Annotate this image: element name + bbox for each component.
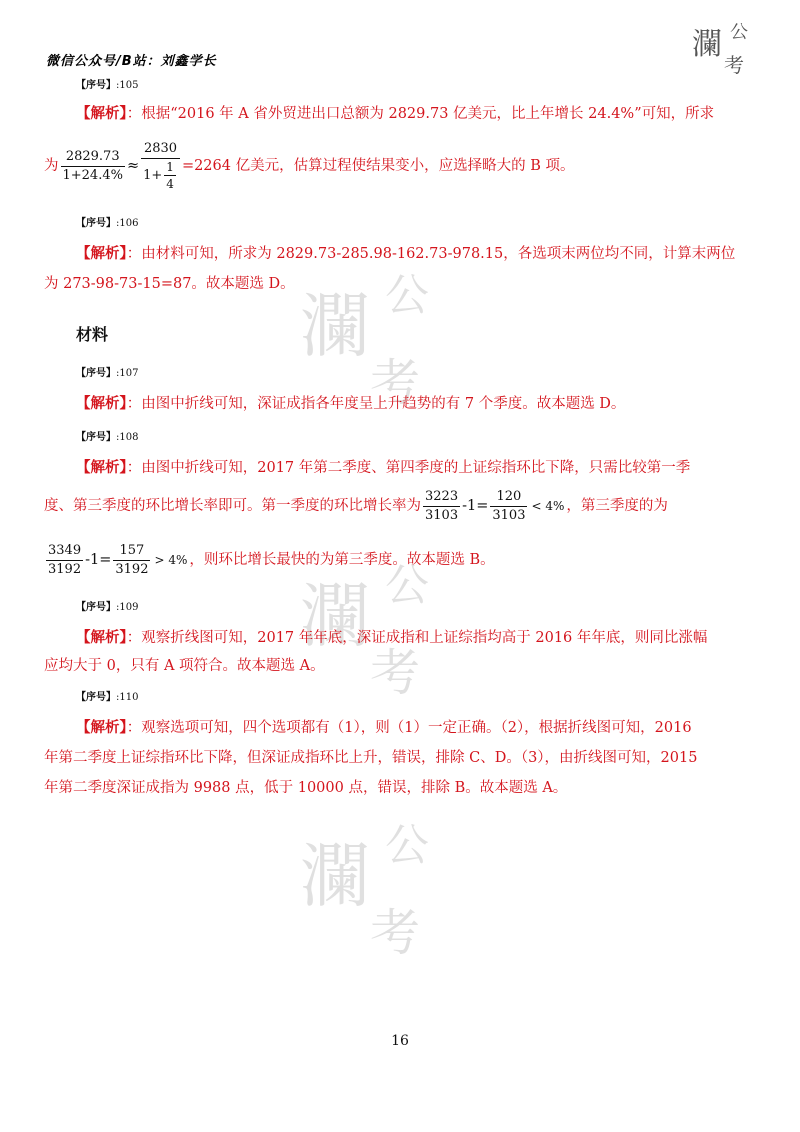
page-header: 微信公众号/B站：刘鑫学长: [46, 54, 217, 69]
q110-analysis-line1: [76, 718, 760, 738]
analysis-tag: 【解析】: [76, 719, 127, 736]
q110-analysis-line2: 年第二季度上证综指环比下降，但深证成指环比上升，错误，排除 C、D。（3），由折线图可知，2015: [44, 750, 698, 766]
q105-serial: [76, 76, 792, 96]
watermark-2-char-1: 瀾: [300, 575, 370, 657]
watermark-2-char-3: 考: [370, 644, 420, 700]
brand-logo: [690, 8, 770, 78]
fraction-q1-growth-denominator: 3103: [492, 507, 526, 523]
serial-number: :105: [116, 80, 139, 91]
nested-fraction-denominator: 4: [166, 177, 174, 191]
fraction-2-denominator: [141, 158, 180, 191]
watermark-3-char-3: 考: [370, 904, 420, 960]
analysis-tag: 【解析】: [76, 245, 127, 262]
serial-number: :110: [116, 692, 139, 703]
analysis-tag: 【解析】: [76, 105, 127, 122]
approx-symbol: ≈: [126, 158, 140, 174]
logo-char-1: 瀾: [692, 27, 722, 62]
fraction-q1-ratio-denominator: 3103: [425, 507, 459, 523]
watermark-3-char-1: 瀾: [300, 835, 370, 917]
watermark-2-char-2: 公: [385, 560, 429, 611]
q108-line3-suffix: ，则环比增长最快的为第三季度。故本题选 B。: [189, 552, 495, 568]
serial-number: :107: [116, 368, 139, 379]
minus-one-equals: -1=: [462, 498, 489, 514]
serial-tag: 【序号】: [76, 368, 116, 379]
fraction-q3-growth-denominator: 3192: [115, 561, 149, 577]
logo-char-2: 公: [730, 22, 748, 43]
q106-serial: [76, 214, 792, 234]
page-number: 16: [391, 1033, 409, 1049]
q106-analysis-line1: [76, 244, 760, 264]
analysis-tag: 【解析】: [76, 395, 127, 412]
fraction-2-denominator-prefix: 1+: [143, 167, 163, 183]
fraction-q3-growth-numerator: 157: [119, 542, 145, 558]
q110-analysis-line3: 年第二季度深证成指为 9988 点，低于 10000 点，错误，排除 B。故本题选 A。: [44, 780, 568, 796]
minus-one-equals: -1=: [85, 552, 112, 568]
fraction-q3-growth: [113, 543, 150, 578]
fraction-q1-growth: [490, 489, 527, 524]
greater-than-4pct: > 4%: [154, 553, 188, 567]
q107-text1: ：由图中折线可知，深证成指各年度呈上升趋势的有 7 个季度。故本题选 D。: [126, 396, 626, 412]
nested-fraction: [164, 160, 176, 191]
q109-serial: [76, 598, 792, 618]
q109-analysis-line1: [76, 628, 760, 648]
q108-serial: [76, 428, 792, 448]
q107-serial: [76, 364, 792, 384]
q107-analysis-line1: [76, 394, 760, 414]
serial-number: :108: [116, 432, 139, 443]
watermark-1-char-1: 瀾: [300, 285, 370, 367]
less-than-4pct: < 4%: [531, 499, 565, 513]
fraction-2: [141, 141, 180, 191]
q105-suffix: =2264 亿美元，估算过程使结果变小，应选择略大的 B 项。: [181, 158, 575, 174]
q106-analysis-line2: 为 273-98-73-15=87。故本题选 D。: [44, 276, 295, 292]
q106-text1: ：由材料可知，所求为 2829.73-285.98-162.73-978.15，各选项末两位均不同，计算末两位: [126, 246, 736, 262]
serial-tag: 【序号】: [76, 692, 116, 703]
watermark-1-char-3: 考: [370, 354, 420, 410]
serial-number: :106: [116, 218, 139, 229]
fraction-q1-growth-numerator: 120: [496, 488, 522, 504]
fraction-q3-ratio-denominator: 3192: [48, 561, 82, 577]
nested-fraction-numerator: 1: [166, 160, 174, 174]
analysis-tag: 【解析】: [76, 459, 127, 476]
q109-analysis-line2: 应均大于 0，只有 A 项符合。故本题选 A。: [44, 658, 325, 674]
serial-tag: 【序号】: [76, 602, 116, 613]
q108-analysis-line2: [44, 484, 760, 528]
fraction-2-numerator: 2830: [143, 141, 178, 156]
q109-text1: ：观察折线图可知，2017 年年底，深证成指和上证综指均高于 2016 年年底，则同比涨幅: [126, 630, 708, 646]
serial-tag: 【序号】: [76, 80, 116, 91]
q108-analysis-line3: [44, 538, 760, 582]
watermark-3-char-2: 公: [385, 820, 429, 871]
fraction-q3-ratio-numerator: 3349: [48, 542, 82, 558]
serial-tag: 【序号】: [76, 218, 116, 229]
q108-text1: ：由图中折线可知，2017 年第二季度、第四季度的上证综指环比下降，只需比较第一季: [126, 460, 691, 476]
watermark-3: [290, 790, 460, 960]
q110-serial: [76, 688, 792, 708]
analysis-tag: 【解析】: [76, 629, 127, 646]
serial-number: :109: [116, 602, 139, 613]
logo-char-3: 考: [724, 53, 744, 77]
q110-text1: ：观察选项可知，四个选项都有（1），则（1）一定正确。（2），根据折线图可知，2016: [126, 720, 692, 736]
q108-line2-suffix: ，第三季度的为: [566, 498, 668, 514]
q105-prefix: 为: [44, 158, 59, 174]
fraction-1-denominator: 1+24.4%: [62, 167, 123, 183]
fraction-q1-ratio: [423, 489, 460, 524]
serial-tag: 【序号】: [76, 432, 116, 443]
q108-analysis-line1: [76, 458, 760, 478]
fraction-q1-ratio-numerator: 3223: [425, 488, 459, 504]
section-title: 材料: [76, 325, 109, 344]
fraction-1-numerator: 2829.73: [65, 148, 120, 164]
watermark-1-char-2: 公: [385, 270, 429, 321]
q108-line2-prefix: 度、第三季度的环比增长率即可。第一季度的环比增长率为: [44, 498, 421, 514]
fraction-q3-ratio: [46, 543, 83, 578]
q105-analysis-line2: [44, 138, 760, 194]
q105-text1: ：根据“2016 年 A 省外贸进出口总额为 2829.73 亿美元，比上年增长 24.4%”可知，所求: [126, 106, 715, 122]
watermark-1: [290, 240, 460, 410]
q105-analysis-line1: [76, 104, 760, 124]
fraction-1: [61, 149, 125, 184]
